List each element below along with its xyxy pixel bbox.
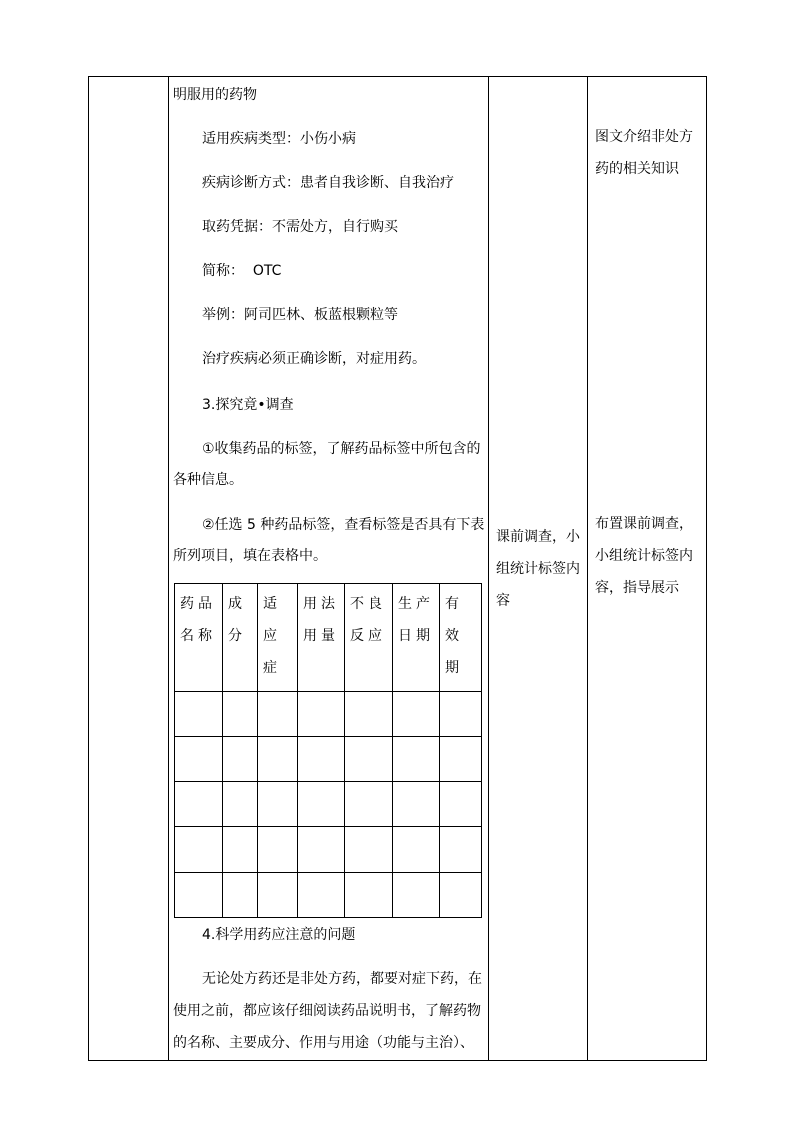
teacher-activity-mid [595, 508, 693, 604]
header-cell: 不良 反应 [345, 584, 393, 692]
table-cell[interactable] [175, 691, 223, 736]
table-cell[interactable] [345, 872, 393, 917]
table-cell[interactable] [298, 691, 345, 736]
text-line: 容 [496, 593, 510, 609]
table-cell[interactable] [223, 691, 258, 736]
header-cell: 适 应 症 [258, 584, 298, 692]
table-cell[interactable] [298, 736, 345, 781]
header-cell: 用法 用量 [298, 584, 345, 692]
table-cell[interactable] [440, 736, 482, 781]
table-cell[interactable] [345, 691, 393, 736]
table-cell[interactable] [298, 782, 345, 827]
header-cell: 药品 名称 [175, 584, 223, 692]
text-line: 小组统计标签内 [595, 548, 693, 564]
table-row [175, 736, 482, 781]
section-heading: 3.探究竟•调查 [202, 397, 294, 413]
text-line: ②任选 5 种药品标签，查看标签是否具有下表 [202, 517, 485, 533]
table-cell[interactable] [223, 736, 258, 781]
table-cell[interactable] [258, 872, 298, 917]
table-cell[interactable] [298, 872, 345, 917]
header-cell: 成 分 [223, 584, 258, 692]
table-cell[interactable] [258, 827, 298, 872]
table-cell[interactable] [298, 827, 345, 872]
text-line: 适用疾病类型：小伤小病 [202, 131, 356, 147]
text-line: 取药凭据：不需处方，自行购买 [202, 219, 398, 235]
table-header-row [175, 584, 482, 692]
table-cell[interactable] [175, 782, 223, 827]
header-cell: 生产 日期 [393, 584, 440, 692]
table-cell[interactable] [345, 782, 393, 827]
table-cell[interactable] [440, 872, 482, 917]
drug-label-table [174, 583, 482, 918]
table-cell[interactable] [393, 827, 440, 872]
teacher-activity-top [595, 121, 693, 185]
text-line: 各种信息。 [173, 472, 243, 488]
text-line: ①收集药品的标签，了解药品标签中所包含的 [202, 441, 481, 457]
table-cell[interactable] [440, 691, 482, 736]
student-activity [496, 521, 580, 617]
table-cell[interactable] [223, 827, 258, 872]
table-cell[interactable] [175, 736, 223, 781]
table-cell[interactable] [223, 872, 258, 917]
table-row [175, 872, 482, 917]
table-cell[interactable] [345, 827, 393, 872]
text-line: 容，指导展示 [595, 580, 679, 596]
table-cell[interactable] [393, 782, 440, 827]
text-line: 使用之前，都应该仔细阅读药品说明书，了解药物 [173, 1003, 481, 1019]
header-cell: 有 效 期 [440, 584, 482, 692]
table-cell[interactable] [175, 827, 223, 872]
table-cell[interactable] [393, 872, 440, 917]
text-line: 疾病诊断方式：患者自我诊断、自我治疗 [202, 175, 454, 191]
table-row [175, 827, 482, 872]
table-row [175, 691, 482, 736]
text-line: 图文介绍非处方 [595, 129, 693, 145]
column-divider-3 [587, 77, 588, 1060]
table-cell[interactable] [345, 736, 393, 781]
table-cell[interactable] [393, 736, 440, 781]
table-cell[interactable] [258, 736, 298, 781]
text-line: 无论处方药还是非处方药，都要对症下药，在 [202, 971, 482, 987]
text-line: 明服用的药物 [173, 87, 257, 103]
table-row [175, 782, 482, 827]
text-line: 举例：阿司匹林、板蓝根颗粒等 [202, 307, 398, 323]
text-line: 组统计标签内 [496, 561, 580, 577]
table-cell[interactable] [393, 691, 440, 736]
text-line: 所列项目，填在表格中。 [173, 548, 327, 564]
section-heading: 4.科学用药应注意的问题 [202, 927, 356, 943]
table-cell[interactable] [258, 691, 298, 736]
text-line: 药的相关知识 [595, 161, 679, 177]
table-cell[interactable] [440, 827, 482, 872]
table-cell[interactable] [175, 872, 223, 917]
text-line: 布置课前调查， [595, 516, 693, 532]
table-cell[interactable] [440, 782, 482, 827]
table-cell[interactable] [223, 782, 258, 827]
table-cell[interactable] [258, 782, 298, 827]
text-line: 的名称、主要成分、作用与用途（功能与主治）、 [173, 1035, 474, 1051]
text-line: 简称： OTC [202, 263, 282, 279]
text-line: 治疗疾病必须正确诊断，对症用药。 [202, 351, 426, 367]
text-line: 课前调查，小 [496, 529, 580, 545]
